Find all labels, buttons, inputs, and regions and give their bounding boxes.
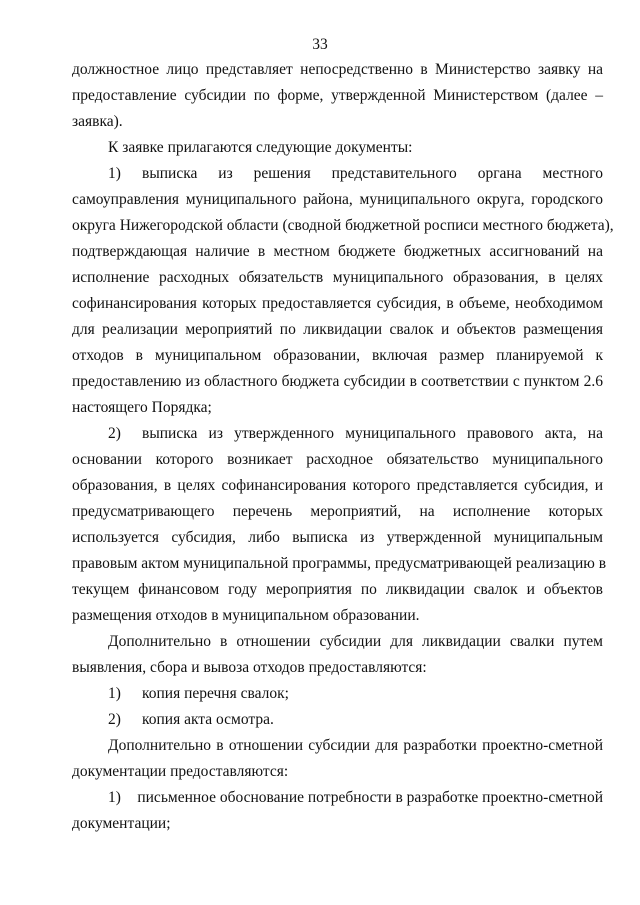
- list-item-text: копия акта осмотра.: [142, 711, 274, 728]
- text-line: Дополнительно в отношении субсидии для ликвидации свалки путем: [108, 633, 603, 650]
- text-line: отходов в муниципальном образовании, включая размер планируемой к: [72, 347, 603, 364]
- list-item: [72, 161, 603, 187]
- list-item-number: 1): [108, 685, 121, 702]
- text-line: Дополнительно в отношении субсидии для разработки проектно-сметной: [108, 737, 603, 754]
- text-line: К заявке прилагаются следующие документы:: [108, 139, 413, 156]
- text-line: самоуправления муниципального района, муниципального округа, городского: [72, 191, 603, 208]
- list-item-number: 1): [108, 789, 121, 806]
- text-line: текущем финансовом году мероприятия по ликвидации свалок и объектов: [72, 581, 603, 598]
- list-item-text: выписка из решения представительного органа местного: [142, 165, 603, 182]
- text-line: предусматривающего перечень мероприятий, на исполнение которых: [72, 503, 603, 520]
- document-body: [72, 57, 614, 837]
- text-line: основании которого возникает расходное обязательство муниципального: [72, 451, 603, 468]
- list-item: [72, 681, 603, 707]
- text-line: размещения отходов в муниципальном образовании.: [72, 607, 420, 624]
- text-line: исполнение расходных обязательств муниципального образования, в целях: [72, 269, 603, 286]
- list-item-number: 2): [108, 425, 121, 442]
- list-item-text: письменное обоснование потребности в разработке проектно-сметной: [137, 789, 603, 806]
- text-line: заявка).: [72, 113, 123, 130]
- list-item-text: выписка из утвержденного муниципального правового акта, на: [142, 425, 603, 442]
- list-item-number: 1): [108, 165, 121, 182]
- text-line: образования, в целях софинансирования которого представляется субсидия, и: [72, 477, 603, 494]
- text-line: должностное лицо представляет непосредственно в Министерство заявку на: [72, 61, 603, 78]
- list-item-text: копия перечня свалок;: [142, 685, 289, 702]
- text-line: округа Нижегородской области (сводной бюджетной росписи местного бюджета),: [72, 217, 614, 234]
- text-line: подтверждающая наличие в местном бюджете бюджетных ассигнований на: [72, 243, 603, 260]
- text-line: правовым актом муниципальной программы, предусматривающей реализацию в: [72, 555, 607, 572]
- text-line: для реализации мероприятий по ликвидации свалок и объектов размещения: [72, 321, 603, 338]
- list-item: [72, 785, 603, 811]
- text-line: предоставление субсидии по форме, утвержденной Министерством (далее –: [72, 87, 603, 104]
- list-item: [72, 707, 603, 733]
- text-line: настоящего Порядка;: [72, 399, 212, 416]
- text-line: используется субсидия, либо выписка из утвержденной муниципальным: [72, 529, 603, 546]
- list-item-number: 2): [108, 711, 121, 728]
- text-line: софинансирования которых предоставляется субсидия, в объеме, необходимом: [72, 295, 603, 312]
- text-line: предоставлению из областного бюджета субсидии в соответствии с пунктом 2.6: [72, 373, 603, 390]
- page-number: 33: [312, 36, 328, 53]
- text-line: документации предоставляются:: [72, 763, 289, 780]
- text-line: выявления, сбора и вывоза отходов предоставляются:: [72, 659, 427, 676]
- list-item: [72, 421, 603, 447]
- text-line: документации;: [72, 815, 171, 832]
